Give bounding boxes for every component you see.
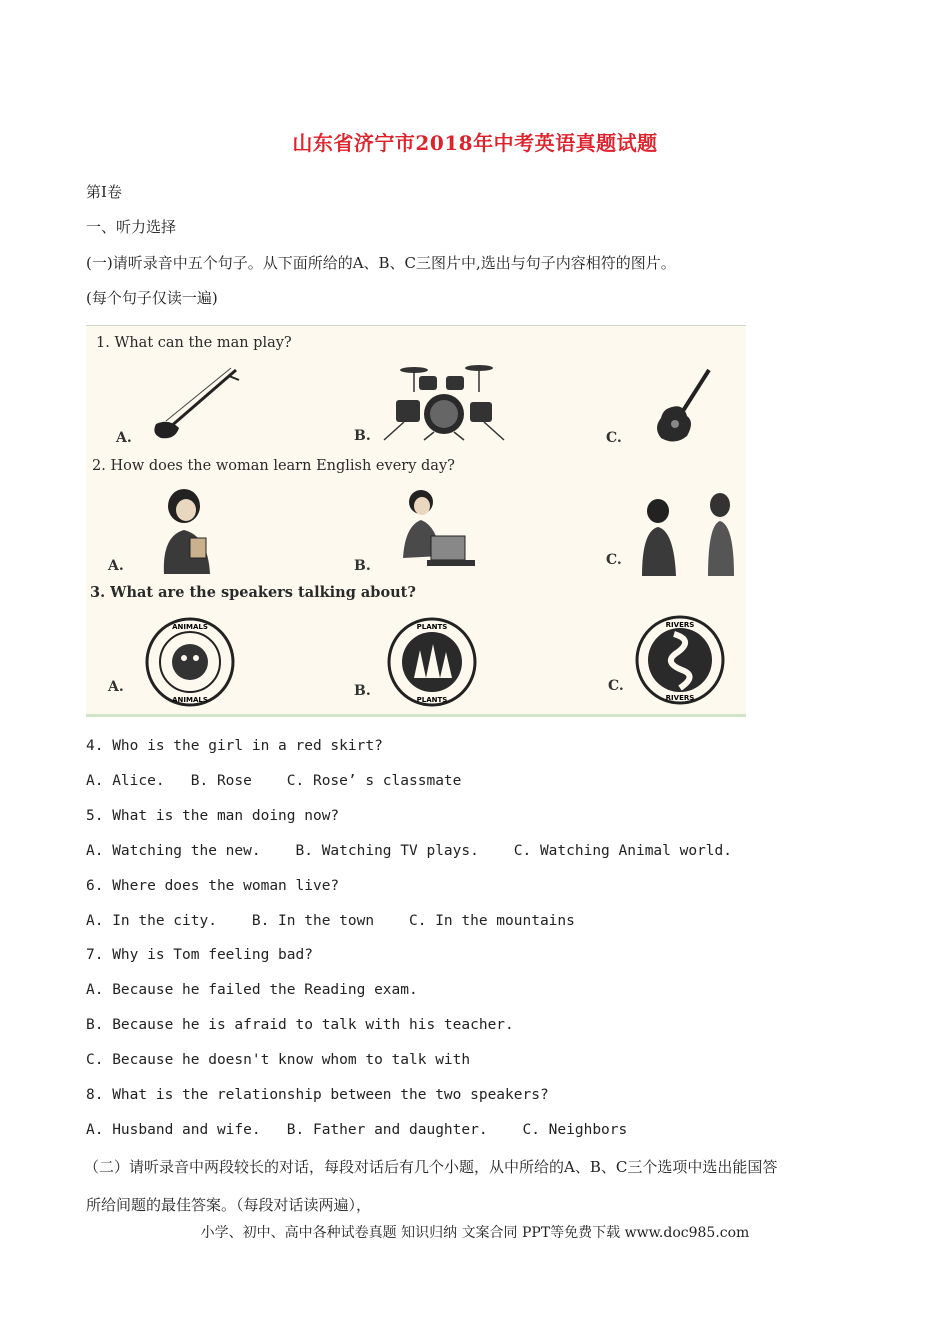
woman-at-computer-icon (391, 486, 481, 576)
guitar-icon (651, 366, 716, 446)
question-5: 5. What is the man doing now? (86, 808, 340, 824)
animals-badge-icon (144, 616, 236, 708)
badge-top-text: RIVERS (665, 621, 695, 629)
badge-top-text: ANIMALS (172, 623, 208, 631)
option-label-c: C. (608, 678, 624, 694)
question-8-options: A. Husband and wife. B. Father and daughter. C. Neighbors (86, 1122, 628, 1138)
listening-picture-figure (86, 325, 746, 717)
rivers-badge-icon (634, 614, 726, 706)
figure-question-2: 2. How does the woman learn English every day? (92, 458, 455, 474)
option-label-c: C. (606, 430, 622, 446)
badge-top-text: PLANTS (416, 623, 448, 631)
question-6-options: A. In the city. B. In the town C. In the mountains (86, 913, 575, 929)
page-footer: 小学、初中、高中各种试卷真题 知识归纳 文案合同 PPT等免费下载 www.doc985.com (200, 1225, 750, 1241)
woman-with-radio-icon (156, 486, 216, 576)
part-two-instruction: （二）请听录音中两段较长的对话，每段对话后有几个小题，从中所给的A、B、C三个选项中选出能国答 (84, 1158, 778, 1176)
drum-kit-icon (374, 362, 514, 442)
part-two-instruction-cont: 所给间题的最佳答案。（每段对话读两遍）， (86, 1196, 372, 1214)
badge-bottom-text: PLANTS (416, 696, 448, 704)
figure-question-3: 3. What are the speakers talking about? (90, 584, 416, 601)
option-label-a: A. (108, 679, 124, 695)
question-7-option-b: B. Because he is afraid to talk with his teacher. (86, 1017, 514, 1033)
plants-badge-icon (386, 616, 478, 708)
question-7-option-c: C. Because he doesn't know whom to talk with (86, 1052, 471, 1068)
badge-bottom-text: RIVERS (665, 694, 695, 702)
section-heading: 一、听力选择 (86, 218, 177, 236)
question-7: 7. Why is Tom feeling bad? (86, 947, 313, 963)
volume-label: 第Ⅰ卷 (86, 183, 122, 201)
option-label-c: C. (606, 552, 622, 568)
question-5-options: A. Watching the new. B. Watching TV plays. C. Watching Animal world. (86, 843, 733, 859)
two-people-talking-icon (636, 491, 746, 576)
option-label-b: B. (354, 428, 371, 444)
option-label-a: A. (116, 430, 132, 446)
part-one-note: (每个句子仅读一遍) (86, 289, 218, 307)
page-title: 山东省济宁市2018年中考英语真题试题 (292, 131, 658, 155)
question-4-options: A. Alice. B. Rose C. Rose’ s classmate (86, 773, 462, 789)
part-one-instruction: (一)请听录音中五个句子。从下面所给的A、B、C三图片中,选出与句子内容相符的图片。 (86, 254, 676, 272)
erhu-icon (141, 366, 241, 441)
option-label-a: A. (108, 558, 124, 574)
question-7-option-a: A. Because he failed the Reading exam. (86, 982, 418, 998)
option-label-b: B. (354, 558, 371, 574)
question-4: 4. Who is the girl in a red skirt? (86, 738, 383, 754)
option-label-b: B. (354, 683, 371, 699)
badge-bottom-text: ANIMALS (172, 696, 208, 704)
question-8: 8. What is the relationship between the two speakers? (86, 1087, 549, 1103)
question-6: 6. Where does the woman live? (86, 878, 340, 894)
figure-question-1: 1. What can the man play? (96, 335, 292, 351)
